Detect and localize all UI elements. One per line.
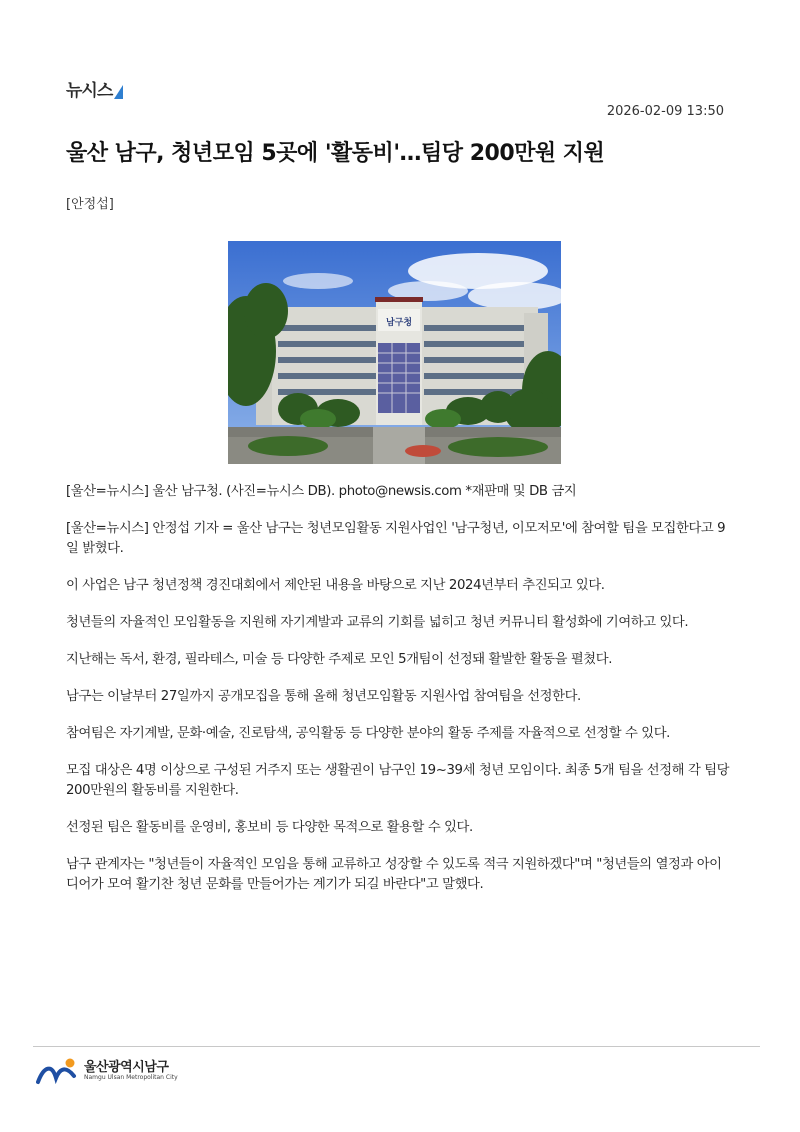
photo-caption: [울산=뉴시스] 울산 남구청. (사진=뉴시스 DB). photo@newsis.com *재판매 및 DB 금지 [66,484,577,499]
footer-org-name: 울산광역시남구 [84,1059,169,1075]
article-title: 울산 남구, 청년모임 5곳에 '활동비'…팀당 200만원 지원 [66,141,605,166]
building-sign: 남구청 [385,318,413,328]
article-photo [228,241,561,464]
article-paragraph: 모집 대상은 4명 이상으로 구성된 거주지 또는 생활권이 남구인 19~39세 청년 모임이다. 최종 5개 팀을 선정해 각 팀당 200만원의 활동비를 지원한다. [66,763,730,798]
article-paragraph: 청년들의 자율적인 모임활동을 지원해 자기계발과 교류의 기회를 넓히고 청년 커뮤니티 활성화에 기여하고 있다. [66,615,689,630]
article-byline: [안정섭] [66,197,114,212]
footer-org-name-en: Namgu Ulsan Metropolitan City [84,1073,178,1081]
newsis-logo-mark-icon [114,85,123,99]
footer-logo [36,1056,178,1086]
article-paragraph: 남구 관계자는 "청년들이 자율적인 모임을 통해 교류하고 성장할 수 있도록 적극 지원하겠다"며 "청년들의 열정과 아이디어가 모여 활기찬 청년 문화를 만들어가는 계기가 되길 바란다"고 말했다. [66,857,722,892]
namgu-emblem-icon [36,1056,78,1086]
footer-divider [33,1046,760,1047]
article-paragraph: [울산=뉴시스] 안정섭 기자 = 울산 남구는 청년모임활동 지원사업인 '남구청년, 이모저모'에 참여할 팀을 모집한다고 9일 밝혔다. [66,521,726,556]
article-paragraph: 이 사업은 남구 청년정책 경진대회에서 제안된 내용을 바탕으로 지난 2024년부터 추진되고 있다. [66,578,605,593]
article-paragraph: 남구는 이날부터 27일까지 공개모집을 통해 올해 청년모임활동 지원사업 참여팀을 선정한다. [66,689,581,704]
newsis-logo-text: 뉴시스 [66,81,113,101]
article-paragraph: 지난해는 독서, 환경, 필라테스, 미술 등 다양한 주제로 모인 5개팀이 선정돼 활발한 활동을 펼쳤다. [66,652,613,667]
article-paragraph: 참여팀은 자기계발, 문화·예술, 진로탐색, 공익활동 등 다양한 분야의 활동 주제를 자율적으로 선정할 수 있다. [66,726,671,741]
article-paragraph: 선정된 팀은 활동비를 운영비, 홍보비 등 다양한 목적으로 활용할 수 있다. [66,820,473,835]
article-date: 2026-02-09 13:50 [606,104,724,119]
newsis-logo [66,76,123,101]
article-body [66,482,730,912]
